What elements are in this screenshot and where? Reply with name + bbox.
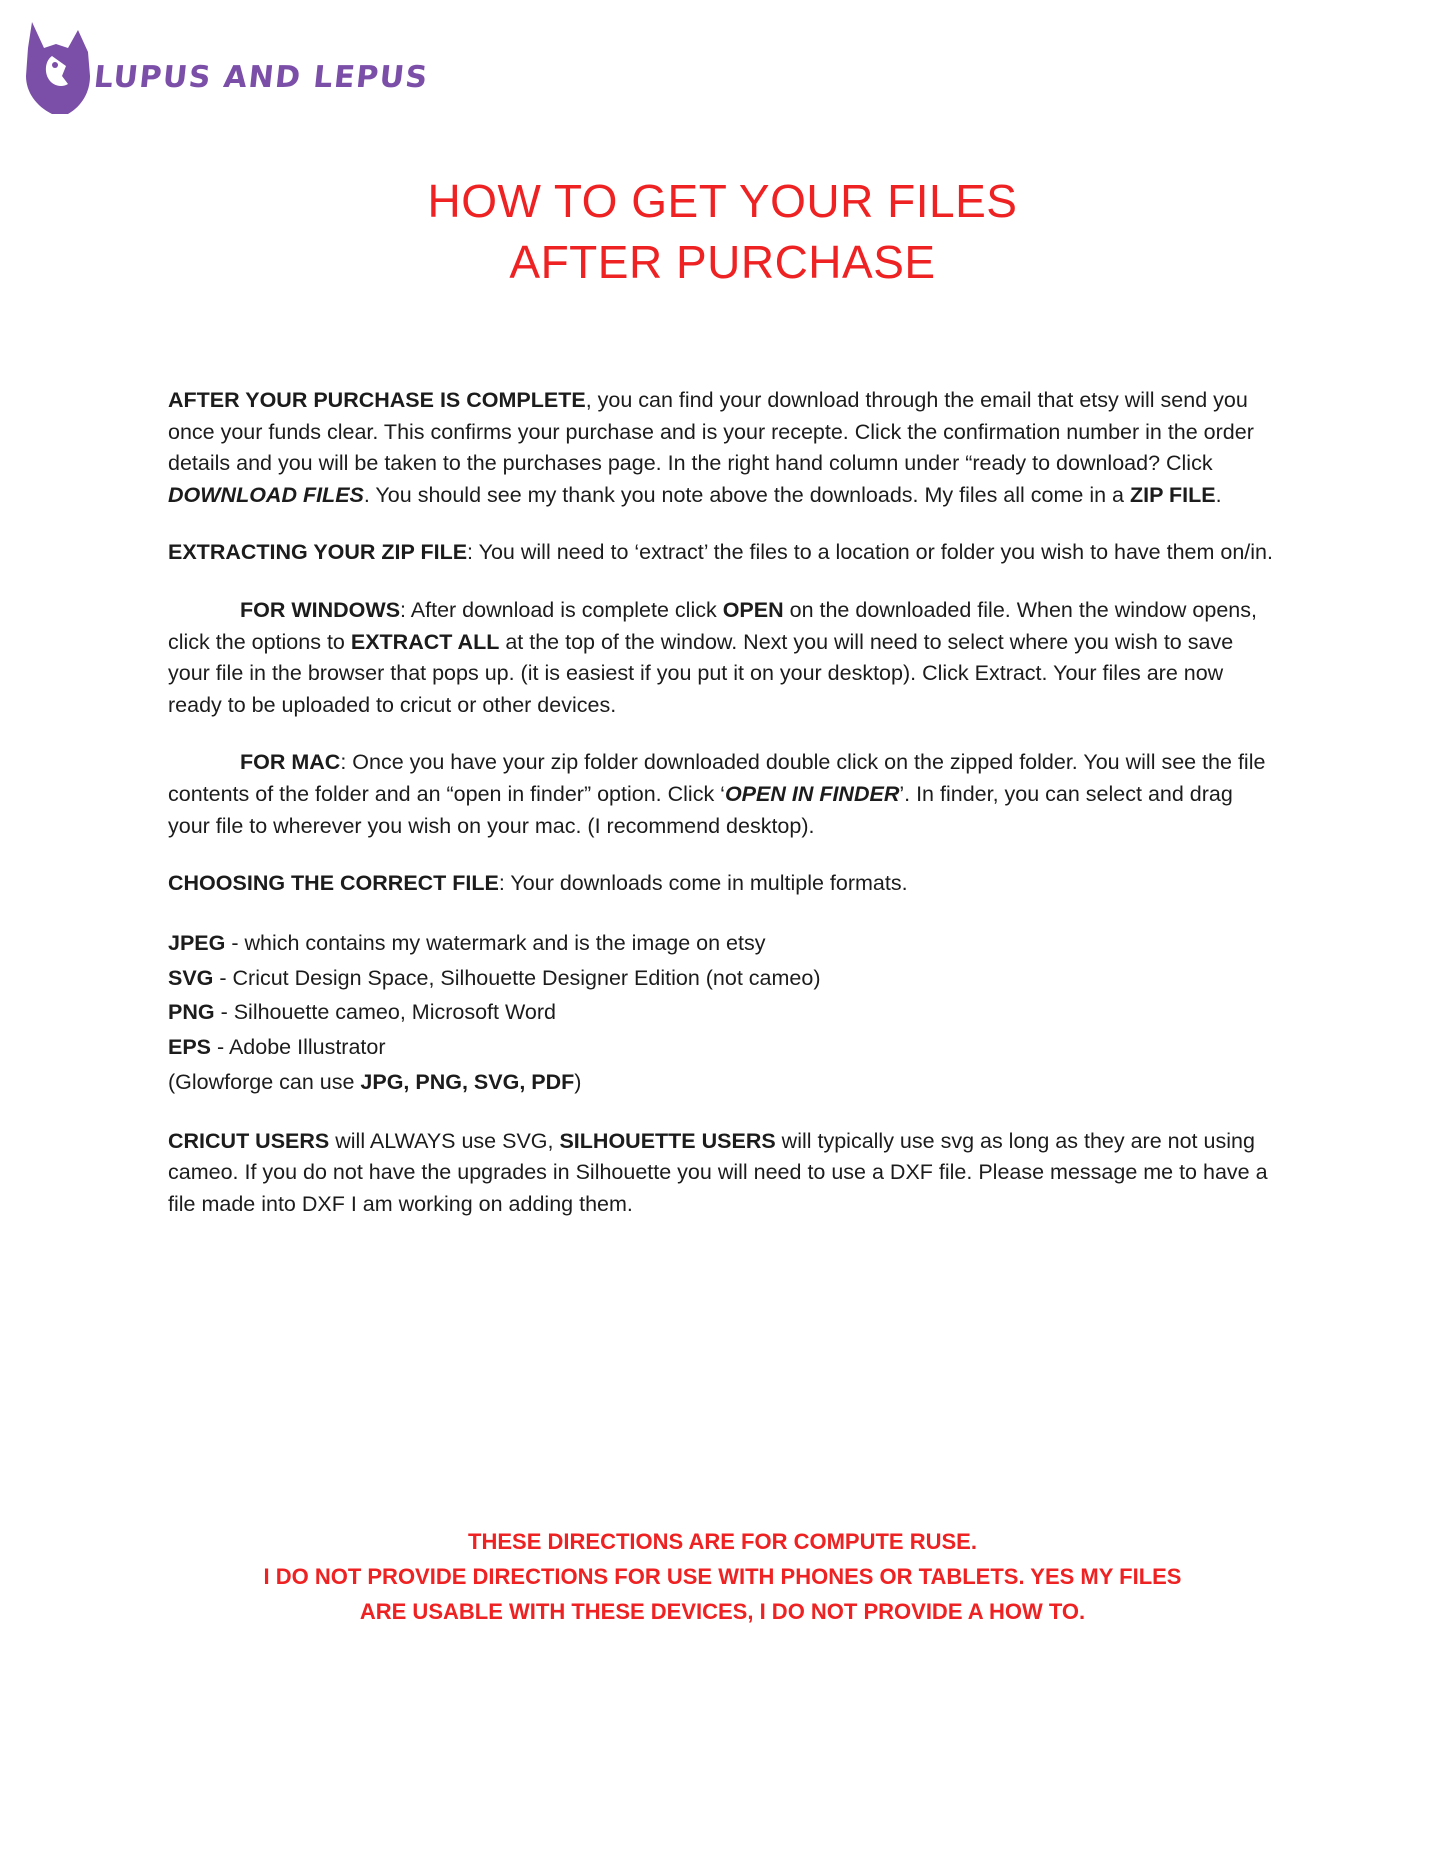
paragraph-for-windows: [168, 595, 1278, 721]
paragraph-cricut-silhouette: [168, 1126, 1278, 1221]
format-name: EPS: [168, 1035, 212, 1060]
footer-notice-line-1: THESE DIRECTIONS ARE FOR COMPUTE RUSE.: [468, 1529, 977, 1554]
paragraph-cricut-text-2: will typically use svg as long as they are not using cameo. If you do not have the upgrades in Silhouette you will need to use a DXF file. Please message me to have a file made into DXF I am working on adding them.: [168, 1128, 1268, 1217]
paragraph-purchase-complete-text-3: .: [1215, 482, 1222, 507]
format-desc: - Adobe Illustrator: [211, 1035, 386, 1060]
paragraph-for-mac-text-2: ’. In finder, you can select and drag your file to wherever you wish on your mac. (I recommend desktop).: [168, 781, 1233, 838]
format-name: JPEG: [168, 930, 226, 955]
list-item: [168, 1030, 1278, 1065]
open-in-finder-emphasis: OPEN IN FINDER: [724, 781, 900, 806]
list-item: [168, 926, 1278, 961]
format-name: SVG: [168, 965, 214, 990]
glowforge-text-post: ): [574, 1070, 582, 1095]
paragraph-extracting-zip-text: : You will need to ‘extract’ the files to a location or folder you wish to have them on/in.: [467, 540, 1273, 565]
format-desc: - which contains my watermark and is the image on etsy: [225, 930, 766, 955]
format-desc: - Cricut Design Space, Silhouette Designer Edition (not cameo): [213, 965, 821, 990]
paragraph-choosing-file-lead: CHOOSING THE CORRECT FILE: [168, 871, 499, 896]
format-name: PNG: [168, 1000, 215, 1025]
paragraph-extracting-zip: [168, 537, 1278, 569]
file-format-list: [168, 926, 1278, 1100]
glowforge-text-pre: (Glowforge can use: [168, 1070, 361, 1095]
paragraph-for-windows-text-3: at the top of the window. Next you will need to select where you wish to save your file in the browser that pops up. (it is easiest if you put it on your desktop). Click Extract. Your files are now ready to be uploaded to cricut or other devices.: [168, 629, 1234, 717]
paragraph-purchase-complete-text-2: . You should see my thank you note above the downloads. My files all come in a: [363, 482, 1130, 507]
list-item: [168, 995, 1278, 1030]
page-title: [0, 171, 1445, 292]
list-item: [168, 961, 1278, 996]
download-files-emphasis: DOWNLOAD FILES: [168, 482, 364, 507]
paragraph-for-windows-text-2: on the downloaded file. When the window opens, click the options to: [168, 597, 1257, 654]
paragraph-for-mac-lead: FOR MAC: [240, 750, 341, 775]
page-title-line-1: HOW TO GET YOUR FILES: [427, 174, 1018, 227]
paragraph-extracting-zip-lead: EXTRACTING YOUR ZIP FILE: [168, 540, 468, 565]
brand-name: LUPUS AND LEPUS: [92, 59, 431, 95]
brand-logo: [22, 18, 429, 118]
cricut-users-lead: CRICUT USERS: [168, 1128, 330, 1153]
paragraph-for-mac: [168, 747, 1278, 842]
footer-notice: [0, 1525, 1445, 1629]
footer-notice-line-2: I DO NOT PROVIDE DIRECTIONS FOR USE WITH PHONES OR TABLETS. YES MY FILES: [263, 1563, 1182, 1589]
paragraph-purchase-complete-text-1: , you can find your download through the email that etsy will send you once your funds clear. This confirms your purchase and is your recepte. Click the confirmation number in the order details and you will be taken to the purchases page. In the right hand column under “ready to download? Click: [168, 388, 1254, 476]
paragraph-for-windows-text-1: : After download is complete click: [400, 597, 723, 622]
silhouette-users-lead: SILHOUETTE USERS: [559, 1128, 776, 1153]
open-emphasis: OPEN: [722, 597, 784, 622]
wolf-head-icon: [22, 18, 94, 118]
paragraph-cricut-text-1: will ALWAYS use SVG,: [329, 1128, 560, 1153]
paragraph-choosing-file: [168, 868, 1278, 900]
glowforge-formats: JPG, PNG, SVG, PDF: [360, 1070, 575, 1095]
paragraph-purchase-complete: [168, 385, 1278, 511]
footer-notice-line-3: ARE USABLE WITH THESE DEVICES, I DO NOT PROVIDE A HOW TO.: [359, 1598, 1086, 1624]
extract-all-emphasis: EXTRACT ALL: [350, 629, 500, 654]
format-desc: - Silhouette cameo, Microsoft Word: [214, 1000, 556, 1025]
page-title-line-2: AFTER PURCHASE: [509, 235, 936, 288]
paragraph-purchase-complete-lead: AFTER YOUR PURCHASE IS COMPLETE: [168, 388, 586, 412]
document-body: [168, 385, 1278, 1247]
paragraph-choosing-file-text: : Your downloads come in multiple formats.: [498, 871, 908, 896]
paragraph-for-windows-lead: FOR WINDOWS: [240, 597, 401, 622]
list-item-glowforge: [168, 1065, 1278, 1100]
paragraph-for-mac-text-1: : Once you have your zip folder downloaded double click on the zipped folder. You will see the file contents of the folder and an “open in finder” option. Click ‘: [168, 750, 1266, 806]
zip-file-emphasis: ZIP FILE: [1129, 482, 1216, 507]
